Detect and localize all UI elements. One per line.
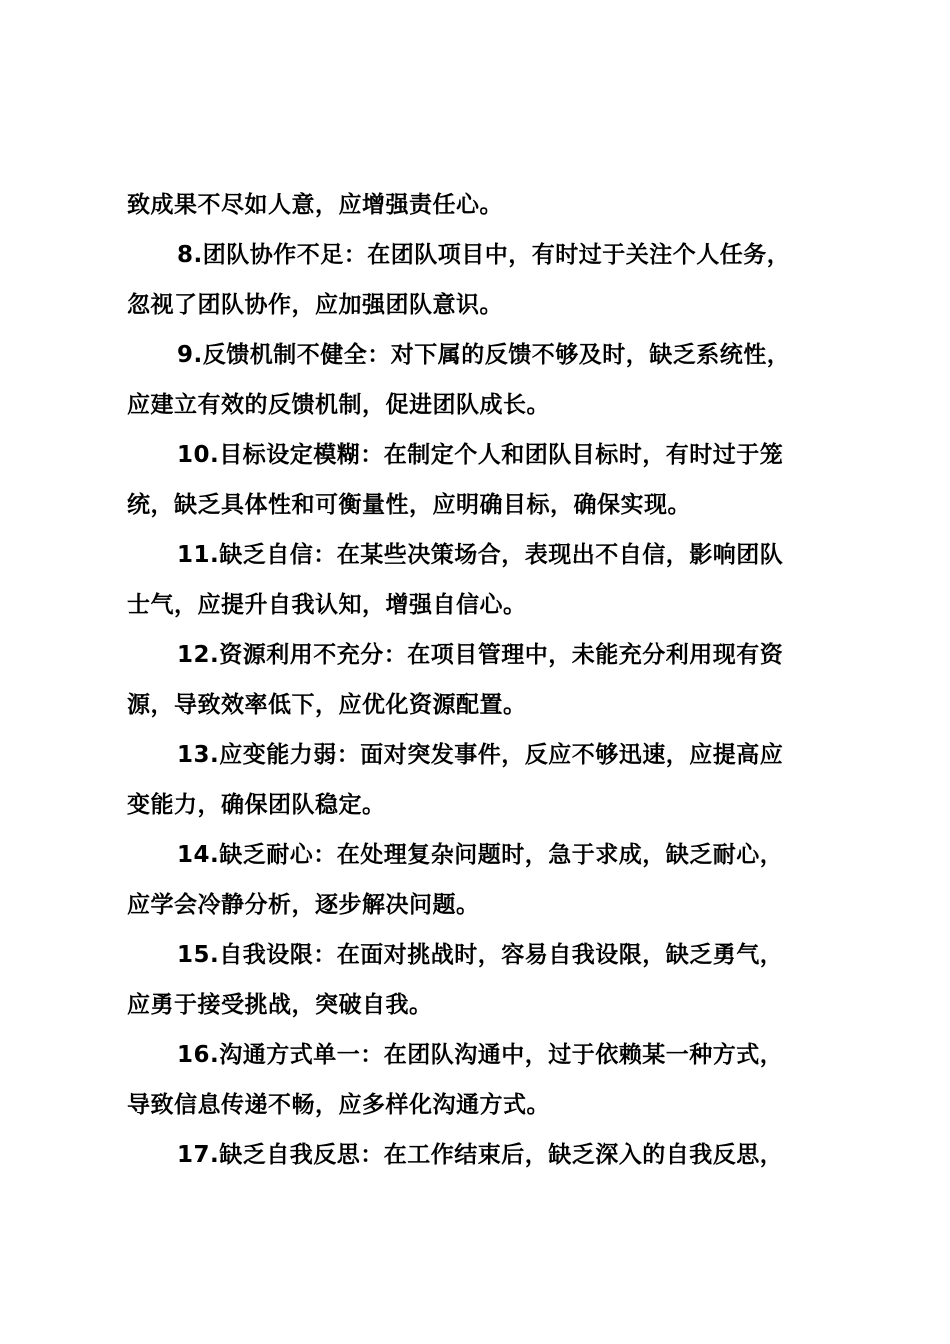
text-line: 统，缺乏具体性和可衡量性，应明确目标，确保实现。 [127, 492, 691, 518]
list-item-17: 17.缺乏自我反思：在工作结束后，缺乏深入的自我反思， [177, 1142, 784, 1168]
list-item-9: 9.反馈机制不健全：对下属的反馈不够及时，缺乏系统性， [177, 342, 791, 368]
text-line: 源，导致效率低下，应优化资源配置。 [127, 692, 527, 718]
list-item-10: 10.目标设定模糊：在制定个人和团队目标时，有时过于笼 [177, 442, 784, 468]
text-line: 变能力，确保团队稳定。 [127, 792, 386, 818]
text-line: 应学会冷静分析，逐步解决问题。 [127, 892, 480, 918]
text-line: 应建立有效的反馈机制，促进团队成长。 [127, 392, 550, 418]
text-line: 致成果不尽如人意，应增强责任心。 [127, 192, 503, 218]
list-item-11: 11.缺乏自信：在某些决策场合，表现出不自信，影响团队 [177, 542, 784, 568]
list-item-12: 12.资源利用不充分：在项目管理中，未能充分利用现有资 [177, 642, 784, 668]
list-item-15: 15.自我设限：在面对挑战时，容易自我设限，缺乏勇气， [177, 942, 784, 968]
text-line: 导致信息传递不畅，应多样化沟通方式。 [127, 1092, 550, 1118]
list-item-13: 13.应变能力弱：面对突发事件，反应不够迅速，应提高应 [177, 742, 784, 768]
text-line: 应勇于接受挑战，突破自我。 [127, 992, 433, 1018]
list-item-14: 14.缺乏耐心：在处理复杂问题时，急于求成，缺乏耐心， [177, 842, 784, 868]
list-item-8: 8.团队协作不足：在团队项目中，有时过于关注个人任务， [177, 242, 791, 268]
text-line: 忽视了团队协作，应加强团队意识。 [127, 292, 503, 318]
list-item-16: 16.沟通方式单一：在团队沟通中，过于依赖某一种方式， [177, 1042, 784, 1068]
text-line: 士气，应提升自我认知，增强自信心。 [127, 592, 527, 618]
